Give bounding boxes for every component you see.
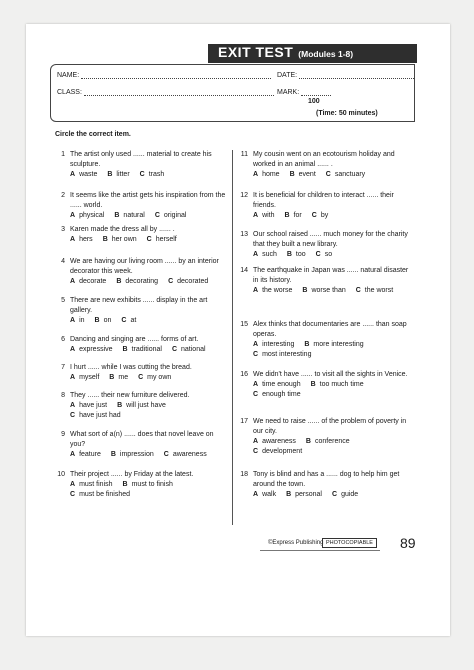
option-text: the worst xyxy=(364,287,394,294)
answer-option[interactable] xyxy=(70,277,106,287)
answer-options xyxy=(253,286,410,296)
answer-option[interactable] xyxy=(123,345,162,355)
class-dotted-line[interactable] xyxy=(84,89,274,96)
mark-label: MARK: xyxy=(277,89,300,96)
answer-option[interactable] xyxy=(70,170,97,180)
question-item xyxy=(238,230,410,260)
option-text: litter xyxy=(116,171,130,178)
option-text: will just have xyxy=(126,402,166,409)
option-letter: C xyxy=(70,491,76,498)
option-letter: A xyxy=(253,491,259,498)
answer-option[interactable] xyxy=(111,450,154,460)
answer-option[interactable] xyxy=(253,490,276,500)
answer-option[interactable] xyxy=(70,450,101,460)
answer-options xyxy=(70,170,227,180)
option-text: sanctuary xyxy=(334,171,366,178)
option-letter: C xyxy=(168,278,174,285)
option-text: in xyxy=(79,317,85,324)
option-text: her own xyxy=(111,236,137,243)
answer-option[interactable] xyxy=(155,211,187,221)
option-text: more interesting xyxy=(313,341,364,348)
class-field[interactable] xyxy=(57,89,274,96)
answer-option[interactable] xyxy=(70,211,104,221)
option-text: hers xyxy=(79,236,93,243)
answer-option[interactable] xyxy=(287,250,306,260)
answer-option[interactable] xyxy=(140,170,165,180)
publisher-credit: ©Express Publishing xyxy=(268,540,324,546)
option-letter: B xyxy=(94,317,100,324)
answer-option[interactable] xyxy=(253,170,280,180)
option-letter: A xyxy=(253,171,259,178)
answer-options xyxy=(70,345,227,355)
question-number: 17 xyxy=(240,418,248,425)
option-text: decorated xyxy=(177,278,209,285)
answer-option[interactable] xyxy=(253,286,292,296)
question-item xyxy=(55,335,227,355)
option-letter: B xyxy=(286,251,292,258)
question-item xyxy=(238,150,410,180)
question-number: 9 xyxy=(61,431,65,438)
question-item xyxy=(55,430,227,460)
option-letter: B xyxy=(302,287,308,294)
option-letter: B xyxy=(304,341,310,348)
answer-option[interactable] xyxy=(103,235,137,245)
option-text: natural xyxy=(123,212,145,219)
option-text: guide xyxy=(341,491,359,498)
option-letter: A xyxy=(70,346,76,353)
question-item xyxy=(55,225,227,245)
question-stem: I hurt ...... while I was cutting the bread. xyxy=(70,364,192,371)
option-text: my own xyxy=(147,374,172,381)
answer-option[interactable] xyxy=(290,170,316,180)
option-letter: A xyxy=(253,341,259,348)
mark-dotted-line[interactable] xyxy=(301,89,331,96)
option-letter: C xyxy=(253,448,259,455)
option-letter: C xyxy=(121,317,127,324)
answer-option[interactable] xyxy=(70,401,107,411)
option-letter: C xyxy=(138,374,144,381)
answer-option[interactable] xyxy=(285,211,302,221)
option-text: must be finished xyxy=(79,491,131,498)
option-text: the worse xyxy=(262,287,293,294)
option-text: feature xyxy=(79,451,101,458)
answer-options xyxy=(253,490,410,500)
class-label: CLASS: xyxy=(57,89,82,96)
question-stem: There are new exhibits ...... display in the art gallery. xyxy=(70,297,208,314)
option-letter: A xyxy=(70,374,76,381)
question-item xyxy=(238,370,410,400)
question-number: 1 xyxy=(61,151,65,158)
question-number: 8 xyxy=(61,392,65,399)
answer-option[interactable] xyxy=(116,277,158,287)
answer-option[interactable] xyxy=(70,411,121,421)
option-letter: B xyxy=(116,278,122,285)
question-stem: They ...... their new furniture delivered. xyxy=(70,392,190,399)
question-number: 12 xyxy=(240,192,248,199)
answer-option[interactable] xyxy=(70,480,113,490)
option-letter: B xyxy=(284,212,290,219)
option-letter: A xyxy=(253,251,259,258)
question-number: 13 xyxy=(240,231,248,238)
option-text: home xyxy=(262,171,280,178)
option-text: trash xyxy=(148,171,165,178)
option-text: development xyxy=(262,448,303,455)
test-subtitle: (Modules 1-8) xyxy=(298,49,354,59)
question-stem: Alex thinks that documentaries are ...... than soap operas. xyxy=(253,321,407,338)
answer-options xyxy=(253,211,410,221)
question-stem: It seems like the artist gets his inspiration from the ...... world. xyxy=(70,192,226,209)
option-text: most interesting xyxy=(262,351,312,358)
option-text: decorating xyxy=(125,278,159,285)
question-number: 14 xyxy=(240,267,248,274)
option-letter: B xyxy=(122,346,128,353)
option-letter: A xyxy=(70,278,76,285)
exit-test-header xyxy=(208,44,411,63)
question-number: 10 xyxy=(57,471,65,478)
option-text: have just xyxy=(79,402,108,409)
answer-option[interactable] xyxy=(172,345,206,355)
answer-options xyxy=(253,170,410,180)
question-number: 7 xyxy=(61,364,65,371)
answer-option[interactable] xyxy=(138,373,171,383)
question-stem: The artist only used ...... material to create his sculpture. xyxy=(70,151,212,168)
option-text: on xyxy=(103,317,112,324)
question-number: 18 xyxy=(240,471,248,478)
option-letter: B xyxy=(286,491,292,498)
option-text: worse than xyxy=(311,287,346,294)
answer-option[interactable] xyxy=(114,211,144,221)
name-dotted-line[interactable] xyxy=(81,72,271,79)
answer-option[interactable] xyxy=(253,340,294,350)
option-letter: C xyxy=(355,287,361,294)
answer-options xyxy=(70,373,227,383)
answer-option[interactable] xyxy=(312,211,328,221)
answer-option[interactable] xyxy=(253,250,277,260)
question-number: 3 xyxy=(61,226,65,233)
question-item xyxy=(55,191,227,221)
option-text: too much time xyxy=(319,381,364,388)
option-letter: B xyxy=(110,451,116,458)
option-text: enough time xyxy=(262,391,301,398)
question-item xyxy=(55,150,227,180)
answer-option[interactable] xyxy=(121,316,136,326)
time-note: (Time: 50 minutes) xyxy=(316,110,378,117)
question-item xyxy=(55,257,227,287)
option-letter: C xyxy=(154,212,160,219)
answer-option[interactable] xyxy=(326,170,365,180)
option-letter: A xyxy=(253,438,259,445)
question-item xyxy=(55,296,227,326)
answer-options xyxy=(70,235,227,245)
answer-option[interactable] xyxy=(253,380,301,390)
question-stem: What sort of a(n) ...... does that novel leave on you? xyxy=(70,431,214,448)
option-text: myself xyxy=(79,374,100,381)
test-title: EXIT TEST xyxy=(218,44,294,60)
answer-option[interactable] xyxy=(302,286,345,296)
question-item xyxy=(238,191,410,221)
question-item xyxy=(238,417,410,457)
answer-option[interactable] xyxy=(117,401,166,411)
question-stem: We need to raise ...... of the problem of poverty in our city. xyxy=(253,418,407,435)
option-text: such xyxy=(262,251,277,258)
option-letter: B xyxy=(107,171,113,178)
option-letter: C xyxy=(311,212,317,219)
option-text: impression xyxy=(119,451,154,458)
answer-option[interactable] xyxy=(311,380,364,390)
option-letter: A xyxy=(70,236,76,243)
option-letter: B xyxy=(289,171,295,178)
answer-option[interactable] xyxy=(253,211,275,221)
answer-options xyxy=(70,211,227,221)
option-text: so xyxy=(324,251,333,258)
option-letter: B xyxy=(305,438,311,445)
page-number: 89 xyxy=(400,535,416,551)
question-number: 16 xyxy=(240,371,248,378)
answer-option[interactable] xyxy=(70,235,93,245)
question-item xyxy=(238,266,410,296)
question-stem: It is beneficial for children to interact ...... their friends. xyxy=(253,192,394,209)
footer-rule xyxy=(260,550,380,551)
answer-option[interactable] xyxy=(332,490,358,500)
option-letter: A xyxy=(70,402,76,409)
option-text: original xyxy=(163,212,187,219)
answer-options xyxy=(253,250,410,260)
option-letter: B xyxy=(117,402,123,409)
answer-option[interactable] xyxy=(109,373,128,383)
answer-option[interactable] xyxy=(107,170,129,180)
option-letter: A xyxy=(70,317,76,324)
answer-options xyxy=(70,401,227,421)
answer-options xyxy=(70,316,227,326)
option-text: herself xyxy=(155,236,177,243)
option-letter: A xyxy=(70,212,76,219)
option-letter: C xyxy=(171,346,178,353)
question-number: 11 xyxy=(240,151,248,158)
answer-option[interactable] xyxy=(70,345,113,355)
option-letter: B xyxy=(310,381,316,388)
answer-options xyxy=(253,380,410,400)
option-letter: C xyxy=(253,351,259,358)
answer-options xyxy=(70,480,227,500)
option-text: physical xyxy=(79,212,105,219)
question-number: 5 xyxy=(61,297,65,304)
option-text: have just had xyxy=(79,412,121,419)
option-text: by xyxy=(320,212,329,219)
answer-option[interactable] xyxy=(168,277,208,287)
option-letter: C xyxy=(70,412,76,419)
question-item xyxy=(55,391,227,421)
question-stem: Tony is blind and has a ...... dog to help him get around the town. xyxy=(253,471,400,488)
answer-options xyxy=(70,450,227,460)
answer-option[interactable] xyxy=(253,350,311,360)
question-stem: We didn't have ...... to visit all the sights in Venice. xyxy=(253,371,408,378)
question-number: 2 xyxy=(61,192,65,199)
answer-options xyxy=(253,437,410,457)
option-letter: A xyxy=(253,212,259,219)
option-text: personal xyxy=(295,491,322,498)
question-stem: We are having our living room ...... by an interior decorator this week. xyxy=(70,258,219,275)
option-letter: A xyxy=(70,451,76,458)
answer-option[interactable] xyxy=(164,450,207,460)
name-label: NAME: xyxy=(57,72,80,79)
option-text: interesting xyxy=(262,341,295,348)
option-text: awareness xyxy=(172,451,207,458)
option-text: too xyxy=(295,251,306,258)
question-item xyxy=(238,320,410,360)
option-text: time enough xyxy=(262,381,301,388)
name-field[interactable] xyxy=(57,72,271,79)
option-text: must to finish xyxy=(131,481,173,488)
option-letter: A xyxy=(253,287,259,294)
answer-option[interactable] xyxy=(70,490,130,500)
option-letter: B xyxy=(114,212,120,219)
question-stem: Karen made the dress all by ...... . xyxy=(70,226,175,233)
option-text: must finish xyxy=(79,481,113,488)
answer-option[interactable] xyxy=(286,490,322,500)
option-letter: B xyxy=(109,374,115,381)
question-item xyxy=(55,363,227,383)
answer-option[interactable] xyxy=(356,286,393,296)
option-letter: A xyxy=(253,381,259,388)
option-text: decorate xyxy=(79,278,107,285)
date-label: DATE: xyxy=(277,72,298,79)
date-dotted-line[interactable] xyxy=(299,72,414,79)
question-number: 15 xyxy=(240,321,248,328)
option-letter: C xyxy=(139,171,145,178)
option-text: traditional xyxy=(131,346,162,353)
option-text: walk xyxy=(262,491,277,498)
option-letter: C xyxy=(315,251,321,258)
option-text: me xyxy=(118,374,129,381)
option-text: with xyxy=(262,212,275,219)
option-text: conference xyxy=(314,438,350,445)
option-letter: C xyxy=(253,391,259,398)
question-stem: My cousin went on an ecotourism holiday and worked in an animal ...... . xyxy=(253,151,395,168)
option-letter: B xyxy=(122,481,128,488)
question-stem: Dancing and singing are ...... forms of art. xyxy=(70,336,199,343)
option-text: awareness xyxy=(262,438,296,445)
answer-option[interactable] xyxy=(253,437,296,447)
instruction: Circle the correct item. xyxy=(55,131,131,138)
answer-options xyxy=(253,340,410,360)
option-text: at xyxy=(130,317,137,324)
option-letter: B xyxy=(102,236,108,243)
question-stem: The earthquake in Japan was ...... natural disaster in its history. xyxy=(253,267,409,284)
option-text: for xyxy=(293,212,302,219)
header-tab-edge xyxy=(411,44,417,63)
option-letter: A xyxy=(70,171,76,178)
answer-option[interactable] xyxy=(306,437,350,447)
answer-option[interactable] xyxy=(316,250,332,260)
question-item xyxy=(55,470,227,500)
answer-option[interactable] xyxy=(95,316,112,326)
date-field[interactable] xyxy=(277,72,414,79)
column-divider xyxy=(232,150,233,525)
option-letter: C xyxy=(332,491,338,498)
answer-option[interactable] xyxy=(253,390,301,400)
option-text: national xyxy=(181,346,206,353)
answer-options xyxy=(70,277,227,287)
answer-option[interactable] xyxy=(123,480,173,490)
option-letter: A xyxy=(70,481,76,488)
question-stem: Their project ...... by Friday at the latest. xyxy=(70,471,194,478)
option-letter: C xyxy=(163,451,169,458)
option-text: expressive xyxy=(79,346,113,353)
question-number: 4 xyxy=(61,258,65,265)
option-text: event xyxy=(298,171,316,178)
mark-field[interactable] xyxy=(277,89,331,96)
question-stem: Our school raised ...... much money for the charity that they built a new library. xyxy=(253,231,408,248)
answer-option[interactable] xyxy=(147,235,177,245)
question-number: 6 xyxy=(61,336,65,343)
answer-option[interactable] xyxy=(70,373,99,383)
answer-option[interactable] xyxy=(70,316,85,326)
answer-option[interactable] xyxy=(253,447,302,457)
question-item xyxy=(238,470,410,500)
mark-total: 100 xyxy=(308,98,320,105)
option-letter: C xyxy=(325,171,331,178)
option-letter: C xyxy=(146,236,152,243)
photocopiable-badge: PHOTOCOPIABLE xyxy=(322,538,377,548)
answer-option[interactable] xyxy=(304,340,363,350)
option-text: waste xyxy=(79,171,98,178)
